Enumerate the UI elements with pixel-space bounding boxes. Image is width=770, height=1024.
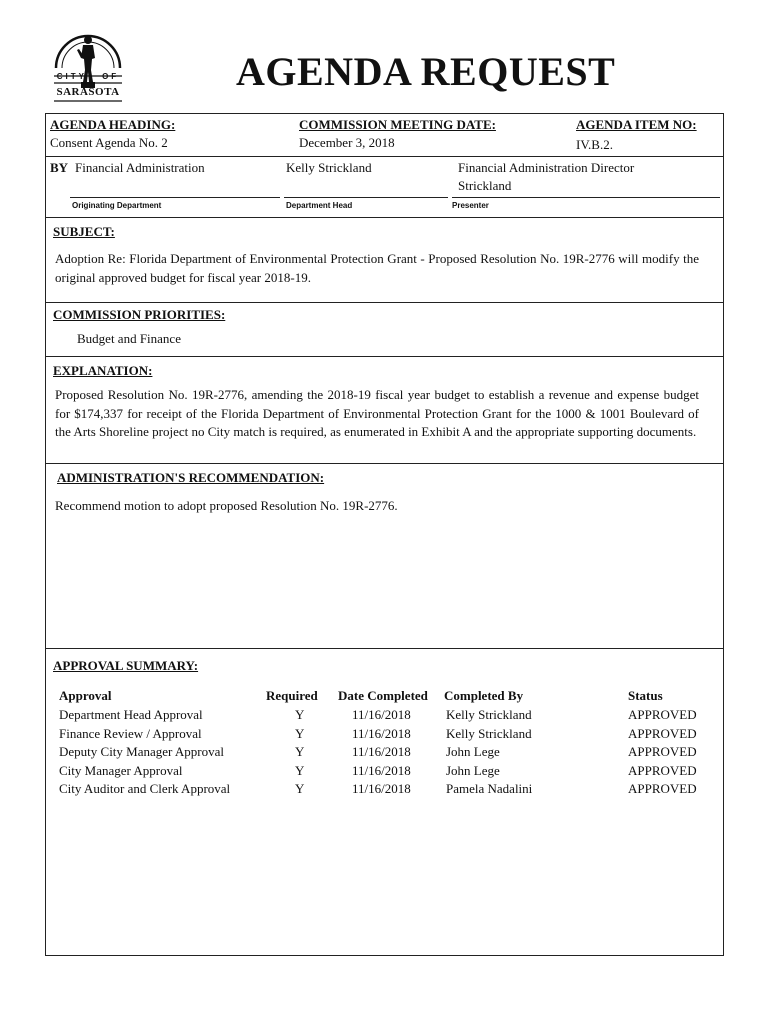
originating-department-value: Financial Administration <box>75 160 205 175</box>
table-row <box>59 762 709 781</box>
approval-table <box>59 686 709 799</box>
page-title: AGENDA REQUEST <box>236 49 616 94</box>
approval-date: 11/16/2018 <box>352 762 411 778</box>
approval-required: Y <box>295 707 305 723</box>
table-row <box>59 706 709 725</box>
logo-text-top: CITY OF <box>56 72 120 81</box>
recommendation-text: Recommend motion to adopt proposed Resolution No. 19R-2776. <box>55 498 398 513</box>
approval-date: 11/16/2018 <box>352 781 411 797</box>
department-underline <box>70 197 280 198</box>
approval-required: Y <box>295 781 305 797</box>
approval-date: 11/16/2018 <box>352 707 411 723</box>
col-completed-by-header: Completed By <box>444 688 524 703</box>
divider <box>45 156 724 157</box>
col-status-header: Status <box>628 688 663 703</box>
approval-name: Deputy City Manager Approval <box>59 744 224 760</box>
approval-completed-by: Kelly Strickland <box>446 725 532 741</box>
department-head-value: Kelly Strickland <box>286 160 372 175</box>
form-frame <box>45 113 724 956</box>
divider <box>45 302 724 303</box>
presenter-underline <box>452 197 720 198</box>
meeting-date-value: December 3, 2018 <box>299 135 395 150</box>
approval-completed-by: John Lege <box>446 744 500 760</box>
approval-status: APPROVED <box>628 781 697 797</box>
presenter-value-line1: Financial Administration Director <box>458 160 635 175</box>
table-row <box>59 743 709 762</box>
approval-name: Department Head Approval <box>59 707 203 723</box>
agenda-item-no-value: IV.B.2. <box>576 137 613 152</box>
approval-status: APPROVED <box>628 725 697 741</box>
divider <box>45 356 724 357</box>
approval-required: Y <box>295 762 305 778</box>
recommendation-label: ADMINISTRATION'S RECOMMENDATION: <box>57 470 325 485</box>
approval-summary-label: APPROVAL SUMMARY: <box>53 658 199 673</box>
city-of-sarasota-logo <box>50 28 126 104</box>
approval-status: APPROVED <box>628 744 697 760</box>
approval-required: Y <box>295 744 305 760</box>
logo-text-bottom: SARASOTA <box>56 86 120 98</box>
table-row <box>59 780 709 799</box>
approval-date: 11/16/2018 <box>352 725 411 741</box>
agenda-heading-value: Consent Agenda No. 2 <box>50 135 168 150</box>
by-label: BY <box>50 160 69 175</box>
agenda-item-no-label: AGENDA ITEM NO: <box>576 117 697 132</box>
col-approval-header: Approval <box>59 688 112 703</box>
divider <box>45 648 724 649</box>
approval-date: 11/16/2018 <box>352 744 411 760</box>
approval-name: City Manager Approval <box>59 762 183 778</box>
subject-label: SUBJECT: <box>53 224 115 239</box>
explanation-label: EXPLANATION: <box>53 363 153 378</box>
presenter-caption: Presenter <box>452 201 489 210</box>
divider <box>45 217 724 218</box>
col-required-header: Required <box>266 688 318 703</box>
agenda-heading-label: AGENDA HEADING: <box>50 117 176 132</box>
approval-name: Finance Review / Approval <box>59 725 202 741</box>
commission-priorities-value: Budget and Finance <box>77 331 181 346</box>
col-date-header: Date Completed <box>338 688 428 703</box>
approval-name: City Auditor and Clerk Approval <box>59 781 231 797</box>
approval-completed-by: Kelly Strickland <box>446 707 532 723</box>
table-row <box>59 725 709 744</box>
approval-completed-by: John Lege <box>446 762 500 778</box>
explanation-text: Proposed Resolution No. 19R-2776, amending the 2018-19 fiscal year budget to establish a revenue and expense budget for $174,337 for receipt of the Florida Department of Environmental Protection Grant for the 1000 & 1001 Boulevard of the Arts Shoreline project no City match is required, as enumerated in Exhibit A and the appropriate supporting documents. <box>55 387 699 439</box>
originating-department-caption: Originating Department <box>72 201 162 210</box>
approval-status: APPROVED <box>628 707 697 723</box>
presenter-value-line2: Strickland <box>458 178 512 193</box>
approval-status: APPROVED <box>628 762 697 778</box>
department-head-caption: Department Head <box>286 201 353 210</box>
approval-header-row <box>59 686 709 706</box>
approval-required: Y <box>295 725 305 741</box>
approval-completed-by: Pamela Nadalini <box>446 781 533 797</box>
meeting-date-label: COMMISSION MEETING DATE: <box>299 117 496 132</box>
commission-priorities-label: COMMISSION PRIORITIES: <box>53 307 226 322</box>
head-underline <box>284 197 448 198</box>
subject-text: Adoption Re: Florida Department of Environmental Protection Grant - Proposed Resolution No. 19R-2776 will modify the original approved budget for fiscal year 2018-19. <box>55 251 699 285</box>
divider <box>45 463 724 464</box>
